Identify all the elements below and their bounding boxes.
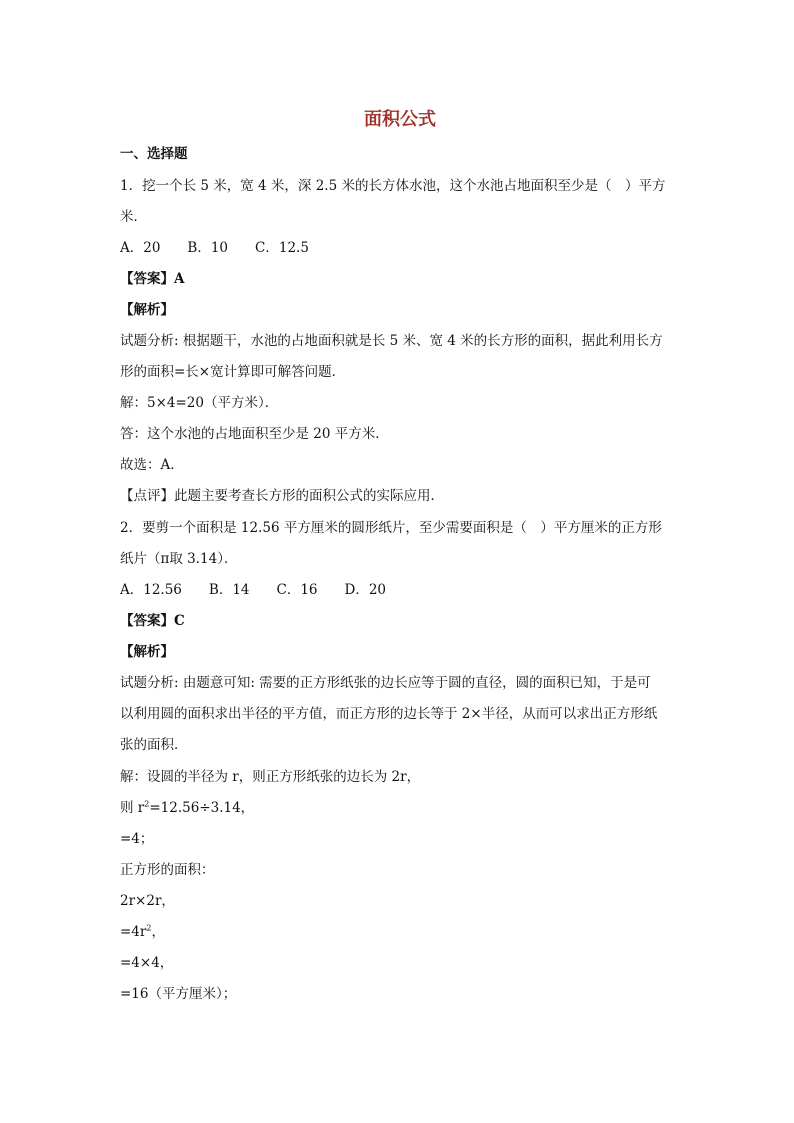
q2-stem-line2: 纸片（π取 3.14）． [120,551,238,567]
q1-analysis-line2: 形的面积=长×宽计算即可解答问题． [120,364,346,380]
q2-solution-line2-post: =12.56÷3.14， [149,800,255,816]
q1-solution: 解：5×4=20（平方米）． [120,395,279,411]
q2-options: A．12.56 B．14 C．16 D．20 [120,582,387,598]
q1-reply: 答：这个水池的占地面积至少是 20 平方米． [120,426,389,442]
q2-solution-line6-post: ， [151,924,165,940]
q2-solution-line8: =16（平方厘米）； [120,986,237,1002]
page-title: 面积公式 [364,109,436,130]
q1-choice: 故选：A． [120,457,184,473]
q2-solution-line5: 2r×2r， [120,893,175,909]
q1-stem-line1: 1．挖一个长 5 米，宽 4 米，深 2.5 米的长方体水池，这个水池占地面积至少是（ ）平方 [120,178,666,194]
q2-solution-line6-pre: =4r [120,924,147,940]
q2-solution-line1: 解：设圆的半径为 r，则正方形纸张的边长为 2r， [120,769,421,785]
q2-solution-line3: =4； [120,831,154,847]
q1-comment: 【点评】此题主要考查长方形的面积公式的实际应用． [120,488,444,504]
q1-options: A．20 B．10 C．12.5 [120,240,309,256]
q2-solution-line7: =4×4， [120,955,174,971]
q2-stem-line1: 2．要剪一个面积是 12.56 平方厘米的圆形纸片，至少需要面积是（ ）平方厘米的正方形 [120,520,662,536]
q2-analysis-line1: 试题分析: 由题意可知: 需要的正方形纸张的边长应等于圆的直径，圆的面积已知，于是可 [120,675,651,691]
section-heading: 一、选择题 [120,146,188,162]
q2-solution-line6 [120,922,165,942]
exponent: 2 [144,799,150,809]
q1-analysis-label: 【解析】 [120,302,174,318]
q2-analysis-line3: 张的面积． [120,737,188,753]
q1-answer: 【答案】A [120,271,185,287]
q2-analysis-label: 【解析】 [120,644,174,660]
q2-analysis-line2: 以利用圆的面积求出半径的平方值，而正方形的边长等于 2×半径，从而可以求出正方形纸 [120,706,658,722]
q2-solution-line2-pre: 则 r [120,800,145,816]
q2-solution-line2 [120,798,254,818]
q1-stem-line2: 米． [120,209,147,225]
q2-answer: 【答案】C [120,613,185,629]
q1-analysis-line1: 试题分析: 根据题干，水池的占地面积就是长 5 米、宽 4 米的长方形的面积，据此利用长方 [120,333,663,349]
exponent: 2 [146,923,152,933]
q2-solution-line4: 正方形的面积： [120,862,215,878]
